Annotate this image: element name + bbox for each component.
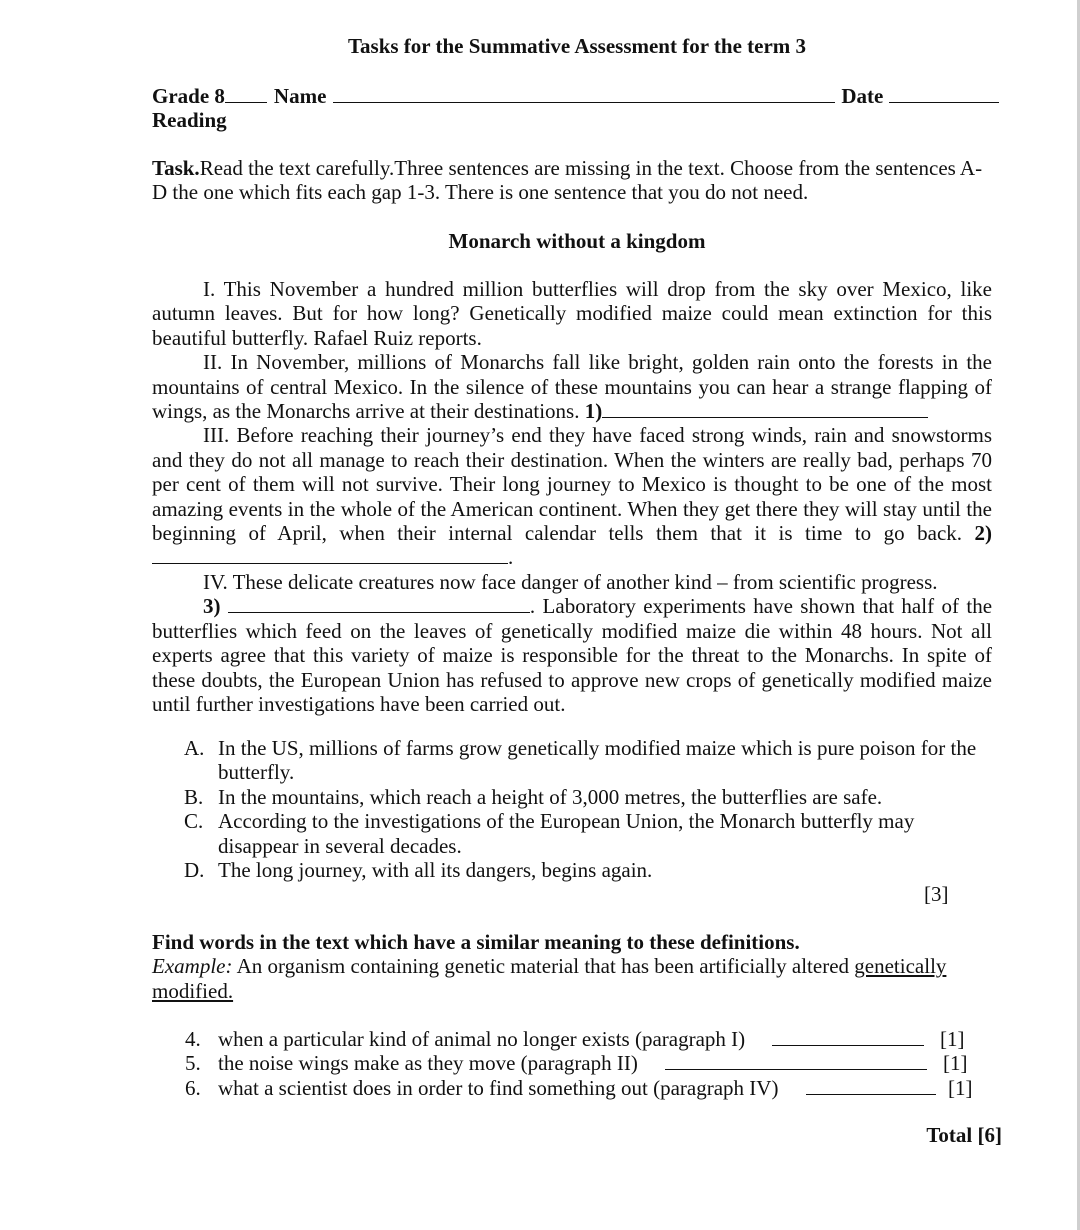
vocabulary-section xyxy=(152,930,992,1003)
gap-3-blank[interactable] xyxy=(228,595,530,613)
gap-3-label: 3) xyxy=(203,594,221,619)
gap-1-blank[interactable] xyxy=(602,400,928,418)
option-text: In the mountains, which reach a height of 3,000 metres, the butterflies are safe. xyxy=(218,784,883,809)
question-text: the noise wings make as they move (paragraph II) xyxy=(218,1051,638,1076)
gap-2-label: 2) xyxy=(974,521,992,546)
paragraph-1: I. This November a hundred million butterflies will drop from the sky over Mexico, like autumn leaves. But for how long? Genetically modified maize could mean extinction for this beautiful butterfly. Rafael Ruiz reports. xyxy=(152,277,992,350)
option-letter: C. xyxy=(184,809,204,834)
example-label: Example: xyxy=(152,954,233,979)
question-mark: [1] xyxy=(940,1027,965,1051)
paragraph-5 xyxy=(152,594,992,716)
option-letter: A. xyxy=(184,736,205,760)
paragraph-3-text: III. Before reaching their journey’s end they have faced strong winds, rain and snowstorms and they do not all manage to reach their destination. When the winters are really bad, perhaps 70 per cent of them will not survive. Their long journey to Mexico is thought to be one of the most amazing events in the whole of the American continent. When they get there they will stay until the beginning of April, when their internal calendar tells them that it is time to go back. xyxy=(152,423,992,546)
name-label: Name xyxy=(273,84,327,108)
options-mark: [3] xyxy=(924,882,949,906)
option-text: In the US, millions of farms grow genetically modified maize which is pure poison for the butterfly. xyxy=(218,736,977,785)
grade-label: Grade 8 xyxy=(152,84,225,108)
total-score: Total [6] xyxy=(926,1123,1002,1147)
question-number: 6. xyxy=(185,1075,201,1100)
question-mark: [1] xyxy=(943,1051,968,1076)
option-a xyxy=(152,736,992,785)
task-instructions xyxy=(152,156,992,205)
paragraph-3 xyxy=(152,423,992,569)
question-text: what a scientist does in order to find something out (paragraph IV) xyxy=(218,1075,779,1100)
answer-blank[interactable] xyxy=(665,1051,927,1070)
date-blank[interactable] xyxy=(889,84,999,103)
student-info-row xyxy=(152,84,1002,108)
answer-blank[interactable] xyxy=(806,1076,936,1095)
paragraph-4: IV. These delicate creatures now face danger of another kind – from scientific progress. xyxy=(203,569,938,594)
question-row xyxy=(152,1051,992,1075)
paragraph-3-end: . xyxy=(508,545,514,570)
question-mark: [1] xyxy=(948,1075,973,1100)
answer-blank[interactable] xyxy=(772,1027,924,1046)
answer-options-list xyxy=(152,736,992,882)
option-c xyxy=(152,809,992,858)
question-text: when a particular kind of animal no longer exists (paragraph I) xyxy=(218,1027,746,1051)
grade-blank[interactable] xyxy=(225,84,267,103)
article-title: Monarch without a kingdom xyxy=(448,229,706,253)
paragraph-2 xyxy=(152,350,992,423)
option-text: According to the investigations of the European Union, the Monarch butterfly may disappear in several decades. xyxy=(218,809,915,858)
example-answer: genetically modified. xyxy=(152,954,947,1003)
option-letter: D. xyxy=(184,858,205,883)
article-body xyxy=(152,277,992,716)
question-row xyxy=(152,1076,992,1100)
task-label: Task. xyxy=(152,156,200,180)
option-b xyxy=(152,785,992,809)
date-label: Date xyxy=(841,84,884,108)
vocabulary-heading: Find words in the text which have a similar meaning to these definitions. xyxy=(152,930,800,954)
name-blank[interactable] xyxy=(333,84,835,103)
paragraph-5-text: . Laboratory experiments have shown that half of the butterflies which feed on the leaves of genetically modified maize die within 48 hours. Not all experts agree that this variety of maize is responsible for the threat to the Monarchs. In spite of these doubts, the European Union has refused to approve new crops of genetically modified maize until further investigations have been carried out. xyxy=(152,594,993,716)
gap-2-blank[interactable] xyxy=(152,546,508,564)
question-number: 4. xyxy=(185,1027,201,1051)
page-title: Tasks for the Summative Assessment for the term 3 xyxy=(347,34,807,58)
gap-1-label: 1) xyxy=(584,399,603,424)
paragraph-2-text: II. In November, millions of Monarchs fall like bright, golden rain onto the forests in the mountains of central Mexico. In the silence of these mountains you can hear a strange flapping of wings, as the Monarchs arrive at their destinations. xyxy=(152,350,992,424)
option-letter: B. xyxy=(184,784,204,809)
example-line xyxy=(152,954,992,1003)
section-label-reading: Reading xyxy=(152,108,227,132)
task-text: Read the text carefully.Three sentences are missing in the text. Choose from the sentences A-D the one which fits each gap 1-3. There is one sentence that you do not need. xyxy=(152,156,983,205)
question-number: 5. xyxy=(185,1051,201,1076)
example-text: An organism containing genetic material that has been artificially altered xyxy=(236,954,850,979)
option-text: The long journey, with all its dangers, begins again. xyxy=(218,858,653,883)
question-row xyxy=(152,1027,992,1051)
option-d xyxy=(152,858,992,882)
vocabulary-questions xyxy=(152,1027,992,1100)
